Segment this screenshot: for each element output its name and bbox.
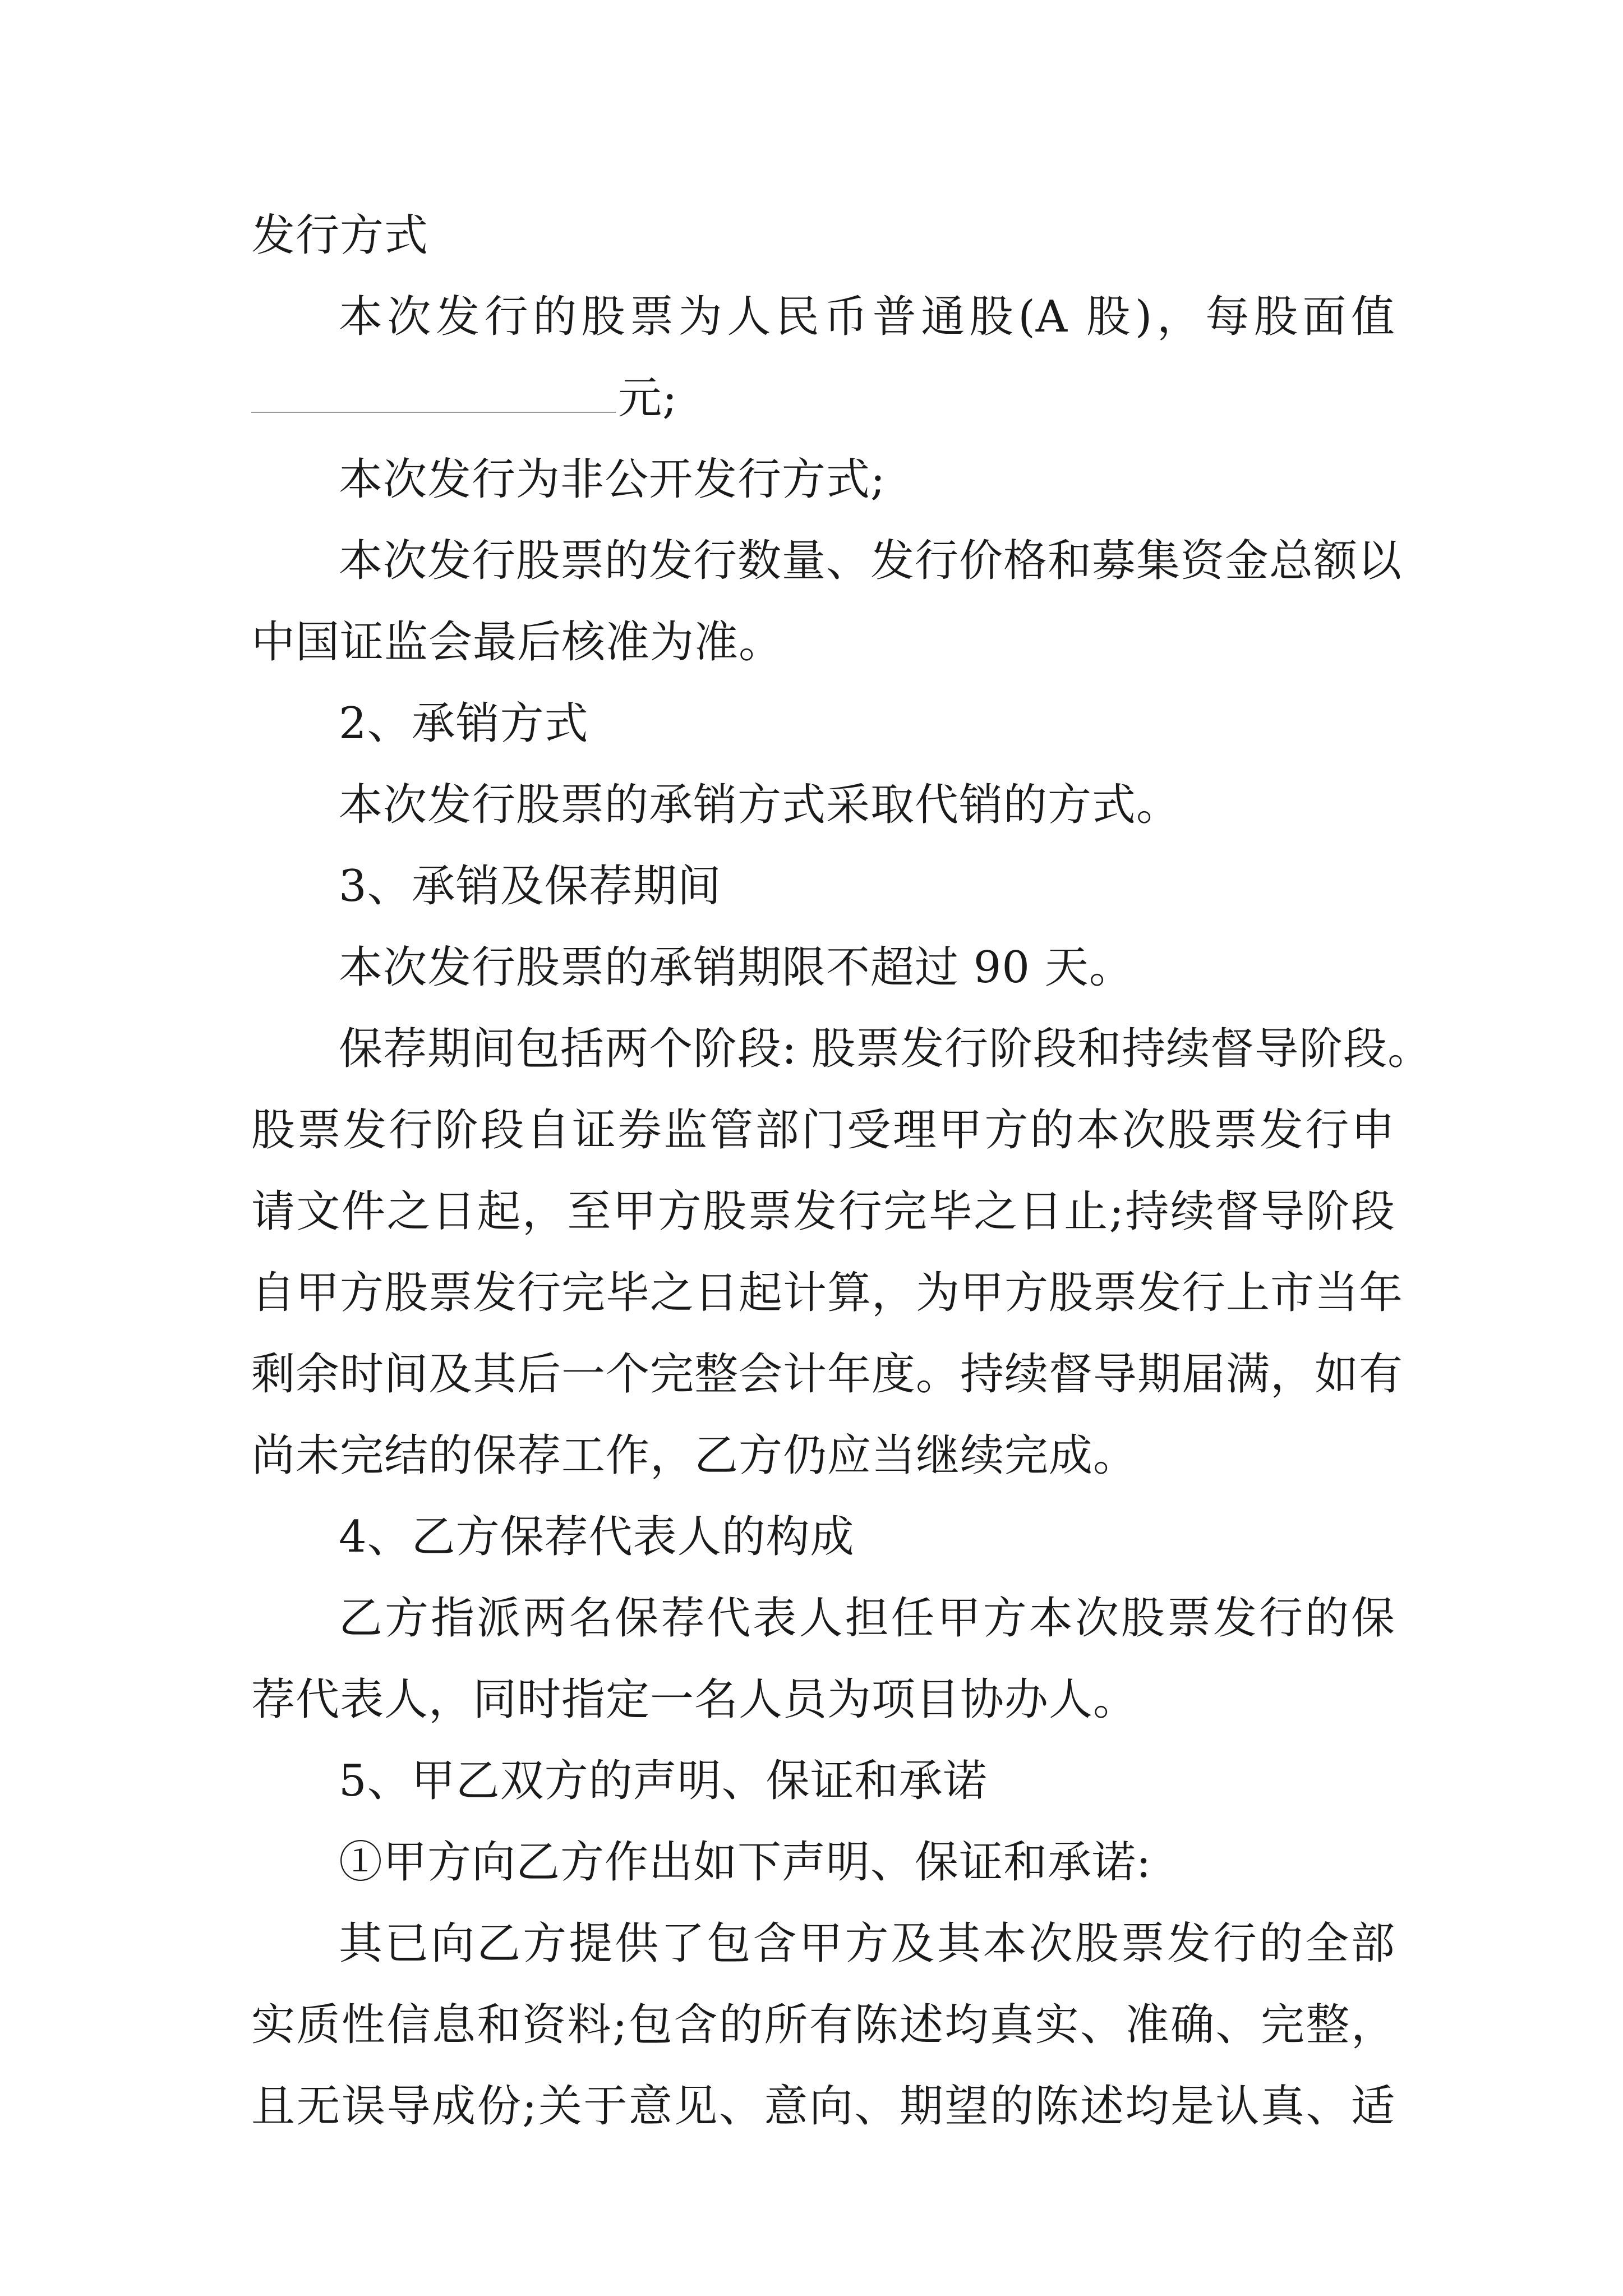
paragraph-line: 请文件之日起，至甲方股票发行完毕之日止;持续督导阶段 [251, 1186, 1395, 1237]
paragraph-line: 保荐期间包括两个阶段: 股票发行阶段和持续督导阶段。 [339, 1024, 1432, 1074]
section-heading: 4、乙方保荐代表人的构成 [339, 1512, 855, 1562]
paragraph-line: 本次发行为非公开发行方式; [339, 454, 886, 505]
paragraph-line: 剩余时间及其后一个完整会计年度。持续督导期届满，如有 [251, 1349, 1404, 1400]
paragraph-line: 尚未完结的保荐工作，乙方仍应当继续完成。 [251, 1430, 1138, 1481]
section-heading: 2、承销方式 [339, 698, 589, 749]
paragraph-line: 本次发行股票的发行数量、发行价格和募集资金总额以 [339, 536, 1403, 586]
paragraph-line: 自甲方股票发行完毕之日起计算，为甲方股票发行上市当年 [251, 1268, 1404, 1318]
paragraph-line: 实质性信息和资料;包含的所有陈述均真实、准确、完整， [251, 2000, 1395, 2050]
paragraph-line: 股票发行阶段自证券监管部门受理甲方的本次股票发行申 [251, 1105, 1395, 1156]
paragraph-line: 荐代表人，同时指定一名人员为项目协办人。 [251, 1674, 1138, 1725]
paragraph-line: 且无误导成份;关于意见、意向、期望的陈述均是认真、适 [251, 2081, 1395, 2132]
paragraph-line: 本次发行股票的承销方式采取代销的方式。 [339, 780, 1181, 830]
section-heading: 5、甲乙双方的声明、保证和承诺 [339, 1756, 988, 1806]
paragraph-line: 本次发行股票的承销期限不超过 90 天。 [339, 942, 1133, 993]
heading-issue-method: 发行方式 [251, 210, 429, 261]
paragraph-line-with-blank [251, 370, 1395, 426]
fill-in-blank[interactable] [251, 372, 616, 413]
paragraph-line: 乙方指派两名保荐代表人担任甲方本次股票发行的保 [339, 1593, 1395, 1644]
section-heading: 3、承销及保荐期间 [339, 861, 722, 912]
paragraph-line: ①甲方向乙方作出如下声明、保证和承诺: [339, 1837, 1152, 1888]
paragraph-line: 本次发行的股票为人民币普通股(A 股)，每股面值 [339, 292, 1395, 342]
blank-suffix: 元; [618, 373, 678, 424]
paragraph-line: 其已向乙方提供了包含甲方及其本次股票发行的全部 [339, 1918, 1395, 1969]
paragraph-line: 中国证监会最后核准为准。 [251, 617, 783, 668]
